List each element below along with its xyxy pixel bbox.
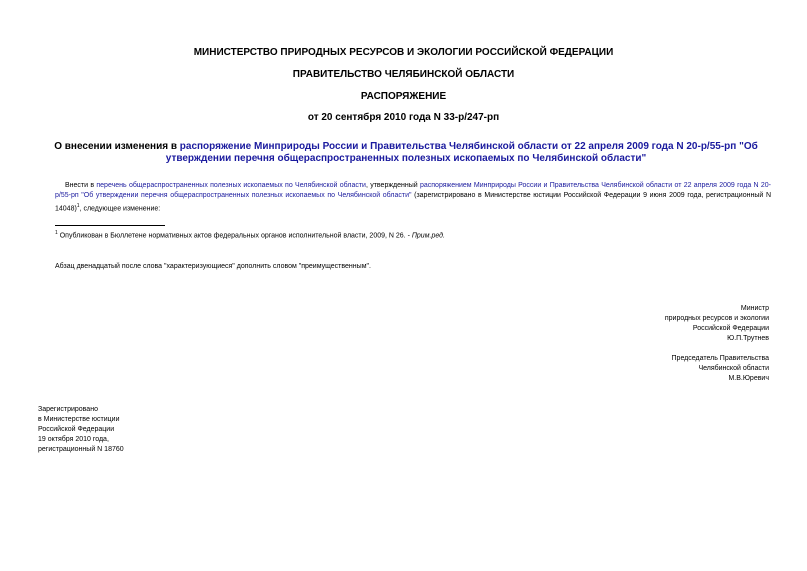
- minister-signature-block: [665, 304, 769, 344]
- minister-line-country: Российской Федерации: [692, 325, 769, 332]
- registration-line-4: 19 октября 2010 года,: [38, 436, 109, 443]
- chairman-signature-block: [672, 354, 769, 384]
- paragraph-text-3: (зарегистрировано в Министерстве юстиции Российской Федерации 9 июня 2009 года, регистрационный N 14048): [55, 192, 771, 213]
- title-referenced-order-link[interactable]: распоряжение Минприроды России и Правительства Челябинской области от 22 апреля 2009 года N 20-р/55-рп "Об утверждении перечня общераспространенных полезных ископаемых по Челябинской области": [165, 141, 758, 164]
- chairman-line-title: Председатель Правительства: [671, 355, 769, 362]
- ministry-heading: МИНИСТЕРСТВО ПРИРОДНЫХ РЕСУРСОВ И ЭКОЛОГИИ РОССИЙСКОЙ ФЕДЕРАЦИИ: [193, 47, 614, 58]
- mineral-list-link[interactable]: перечень общераспространенных полезных ископаемых по Челябинской области: [96, 182, 366, 189]
- footnote-mark: 1: [55, 230, 58, 236]
- editor-note: Прим.ред.: [411, 232, 445, 240]
- registration-line-3: Российской Федерации: [38, 426, 115, 433]
- footnote-reference[interactable]: 1: [76, 203, 80, 209]
- document-type-heading: РАСПОРЯЖЕНИЕ: [360, 91, 447, 102]
- title-prefix: О внесении изменения в: [54, 141, 180, 152]
- main-paragraph: [55, 181, 771, 214]
- registration-line-5: регистрационный N 18760: [38, 446, 124, 453]
- registration-block: [38, 405, 124, 455]
- minister-line-name: Ю.П.Трутнев: [727, 335, 769, 342]
- footnote: [55, 228, 445, 241]
- footnote-divider: [55, 225, 165, 226]
- paragraph-text-1: Внести в: [65, 182, 97, 189]
- footnote-text: Опубликован в Бюллетене нормативных актов федеральных органов исполнительной власти, 2009, N 26. -: [57, 232, 412, 240]
- approving-order-link[interactable]: распоряжением Минприроды России и Правительства Челябинской области от 22 апреля 2009 года N 20-р/55-рп "Об утверждении перечня общераспространенных полезных ископаемых по Челябинской области": [55, 182, 771, 199]
- chairman-line-name: М.В.Юревич: [728, 375, 769, 382]
- paragraph-text-2: , утвержденный: [365, 182, 420, 189]
- registration-line-1: Зарегистрировано: [38, 406, 98, 413]
- amendment-paragraph: Абзац двенадцатый после слова "характеризующиеся" дополнить словом "преимущественным".: [55, 263, 371, 270]
- chairman-line-region: Челябинской области: [698, 365, 769, 372]
- minister-line-ministry: природных ресурсов и экологии: [664, 315, 769, 322]
- paragraph-text-4: , следующее изменение:: [79, 205, 161, 213]
- document-date-heading: от 20 сентября 2010 года N 33-р/247-рп: [307, 112, 500, 123]
- minister-line-title: Министр: [740, 305, 769, 312]
- document-title: [36, 141, 776, 165]
- registration-line-2: в Министерстве юстиции: [38, 416, 120, 423]
- government-heading: ПРАВИТЕЛЬСТВО ЧЕЛЯБИНСКОЙ ОБЛАСТИ: [292, 69, 515, 80]
